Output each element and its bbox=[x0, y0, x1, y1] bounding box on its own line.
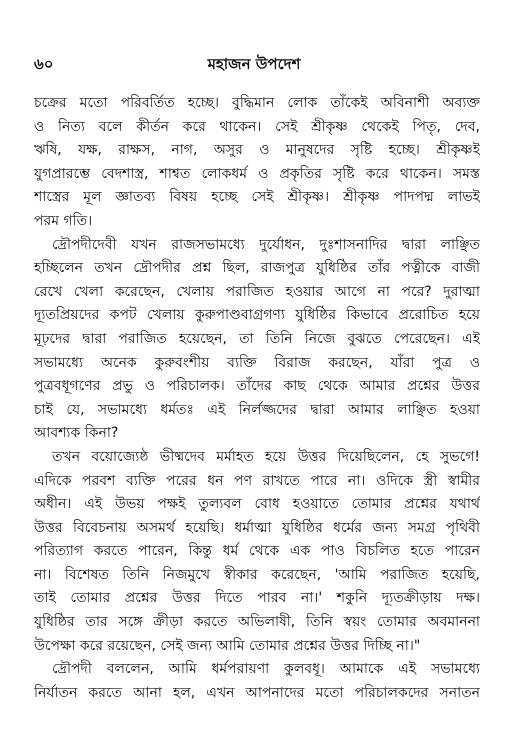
text-line: হচ্ছিলেন তখন দ্রৌপদীর প্রশ্ন ছিল, রাজপুত্র যুধিষ্ঠির তাঁর পত্নীকে বাজী bbox=[34, 260, 480, 277]
text-line: রেখে খেলা করেছেন, খেলায় পরাজিত হওয়ার আগে না পরে? দুরাত্মা bbox=[34, 283, 480, 300]
text-line: তাই তোমার প্রশ্নের উত্তর দিতে পারব না।' শকুনি দ্যূতক্রীড়ায় দক্ষ। bbox=[34, 590, 480, 607]
page-number: ৬০ bbox=[34, 55, 54, 73]
text-line: উত্তর বিবেচনায় অসমর্থ হয়েছি। ধর্মাত্মা যুধিষ্ঠির ধর্মের জন্য সমগ্র পৃথিবী bbox=[34, 519, 480, 536]
text-line: এদিকে পরবশ ব্যক্তি পরের ধন পণ রাখতে পারে না। ওদিকে স্ত্রী স্বামীর bbox=[34, 472, 480, 489]
text-line: শাস্ত্রের মূল জ্ঞাতব্য বিষয় হচ্ছে সেই শ্রীকৃষ্ণ। শ্রীকৃষ্ণ পাদপদ্ম লাভই bbox=[34, 189, 480, 206]
running-title: মহাজন উপদেশ bbox=[207, 55, 301, 73]
text-line: সভামধ্যে অনেক কুরুবংশীয় ব্যক্তি বিরাজ করছেন, যাঁরা পুত্র ও bbox=[34, 354, 480, 371]
text-line: আবশ্যক কিনা? bbox=[34, 425, 119, 442]
text-line: দ্রৌপদী বললেন, আমি ধর্মপরায়ণা কুলবধূ। আমাকে এই সভামধ্যে bbox=[52, 661, 480, 678]
text-line: না। বিশেষত তিনি নিজমুখে স্বীকার করেছেন, 'আমি পরাজিত হয়েছি, bbox=[34, 566, 480, 583]
text-line: পরিত্যাগ করতে পারেন, কিন্তু ধর্ম থেকে এক পাও বিচলিত হতে পারেন bbox=[34, 543, 480, 560]
text-line: পুত্রবধূগণের প্রভু ও পরিচালক। তাঁদের কাছ থেকে আমার প্রশ্নের উত্তর bbox=[34, 378, 480, 395]
paragraph bbox=[34, 446, 480, 658]
text-line: দ্যূতপ্রিয়দের কপট খেলায় কুরুপাণ্ডবাগ্রগণ্য যুধিষ্ঠির কিভাবে প্ররোচিত হয়ে bbox=[34, 307, 480, 324]
paragraph bbox=[34, 658, 480, 705]
text-line: চক্রের মতো পরিবর্তিত হচ্ছে। বুদ্ধিমান লোক তাঁকেই অবিনাশী অব্যক্ত bbox=[34, 95, 480, 111]
text-line: অধীন। এই উভয় পক্ষই তুল্যবল বোধ হওয়াতে তোমার প্রশ্নের যথার্থ bbox=[34, 496, 480, 513]
text-line: তখন বয়োজ্যেষ্ঠ ভীষ্মদেব মর্মাহত হয়ে উত্তর দিয়েছিলেন, হে সুভগে! bbox=[52, 448, 480, 465]
text-line: উপেক্ষা করে রয়েছেন, সেই জন্য আমি তোমার প্রশ্নের উত্তর দিচ্ছি না।" bbox=[34, 637, 421, 654]
text-line: চাই যে, সভামধ্যে ধর্মতঃ এই নির্লজ্জদের দ্বারা আমার লাঞ্ছিত হওয়া bbox=[34, 401, 480, 418]
text-line: নির্যাতন করতে আনা হল, এখন আপনাদের মতো পরিচালকদের সনাতন bbox=[34, 684, 480, 701]
page-header bbox=[34, 54, 474, 76]
text-line: দ্রৌপদীদেবী যখন রাজসভামধ্যে দুর্যোধন, দুঃশাসনাদির দ্বারা লাঞ্ছিত bbox=[52, 236, 480, 253]
paragraph bbox=[34, 234, 480, 446]
text-line: মূঢ়দের দ্বারা পরাজিত হয়েছেন, তা তিনি নিজে বুঝতে পেরেছেন। এই bbox=[34, 330, 480, 347]
text-line: ঋষি, যক্ষ, রাক্ষস, নাগ, অসুর ও মানুষদের সৃষ্টি হচ্ছে। শ্রীকৃষ্ণই bbox=[34, 142, 480, 159]
paragraph bbox=[34, 92, 480, 234]
text-line: যুগপ্রারম্ভে বেদশাস্ত্র, শাশ্বত লোকধর্ম ও প্রকৃতির সৃষ্টি করে থাকেন। সমস্ত bbox=[34, 165, 480, 182]
text-line: পরম গতি। bbox=[34, 212, 93, 229]
body-text bbox=[34, 92, 480, 705]
text-line: যুধিষ্ঠির তার সঙ্গে ক্রীড়া করতে অভিলাষী, তিনি স্বয়ং তোমার অবমাননা bbox=[34, 614, 480, 631]
text-line: ও নিত্য বলে কীর্তন করে থাকেন। সেই শ্রীকৃষ্ণ থেকেই পিতৃ, দেব, bbox=[34, 118, 480, 135]
